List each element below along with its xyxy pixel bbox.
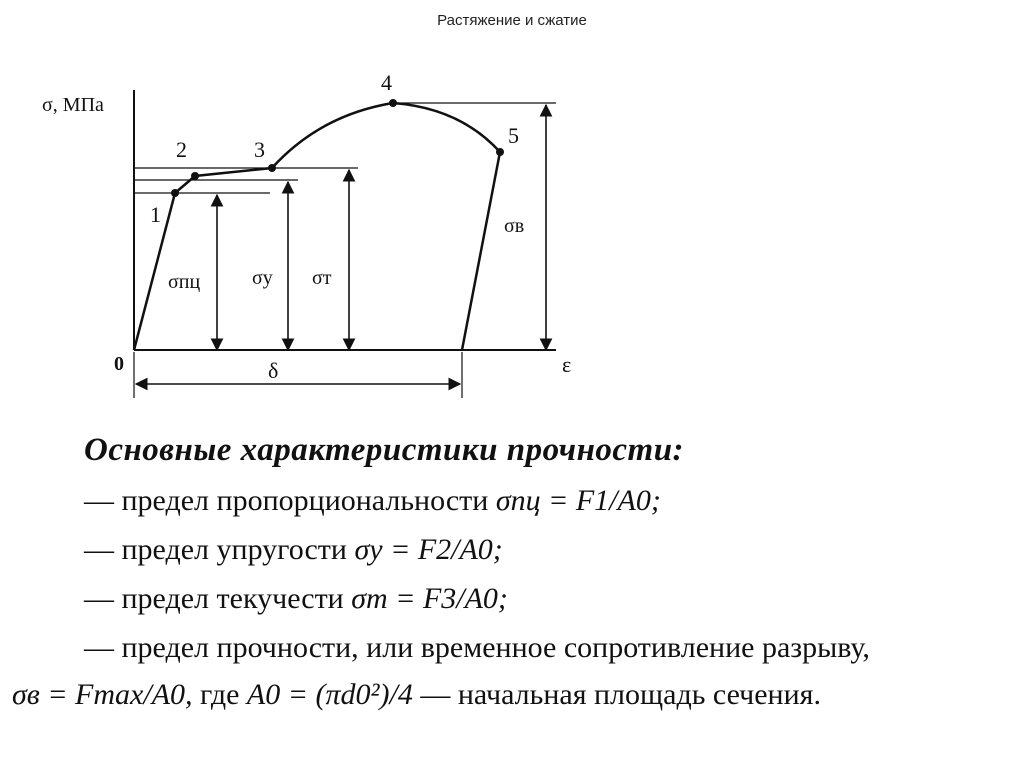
definition-text: — предел пропорциональности xyxy=(84,484,496,517)
stress-strain-curve xyxy=(134,103,500,350)
definition-line-1 xyxy=(84,484,661,518)
formula: σв = Fmax/A0, xyxy=(12,678,193,711)
definition-text: — начальная площадь сечения. xyxy=(412,678,821,711)
y-axis-label: σ, МПа xyxy=(42,94,104,116)
definition-line-4 xyxy=(84,631,870,665)
stress-strain-diagram xyxy=(0,60,1024,420)
formula: σт = F3/A0; xyxy=(351,582,508,615)
slide-title: Растяжение и сжатие xyxy=(437,12,587,29)
point-label-4: 4 xyxy=(381,70,392,95)
point-2 xyxy=(191,172,199,180)
area-formula: A0 = (πd0²)/4 xyxy=(246,678,413,711)
point-label-3: 3 xyxy=(254,137,265,162)
label-sigma-pc: σпц xyxy=(168,271,201,293)
formula: σу = F2/A0; xyxy=(354,533,503,566)
point-label-5: 5 xyxy=(508,123,519,148)
section-heading: Основные характеристики прочности: xyxy=(84,432,685,468)
definition-text: — предел упругости xyxy=(84,533,355,566)
label-sigma-y: σу xyxy=(252,267,273,289)
formula: σпц = F1/A0; xyxy=(495,484,661,517)
definition-line-3 xyxy=(84,582,508,616)
label-delta: δ xyxy=(268,358,279,383)
definition-text: — предел прочности, или временное сопротивление разрыву, xyxy=(84,631,870,664)
x-axis-label: ε xyxy=(562,352,572,377)
definition-text: где xyxy=(192,678,247,711)
point-label-1: 1 xyxy=(150,202,161,227)
point-5 xyxy=(496,148,504,156)
definition-line-2 xyxy=(84,533,503,567)
point-label-2: 2 xyxy=(176,137,187,162)
label-sigma-t: σт xyxy=(312,267,332,289)
label-sigma-v: σв xyxy=(504,215,525,237)
origin-label: 0 xyxy=(114,353,124,375)
definition-line-5 xyxy=(12,678,821,712)
definition-text: — предел текучести xyxy=(84,582,352,615)
